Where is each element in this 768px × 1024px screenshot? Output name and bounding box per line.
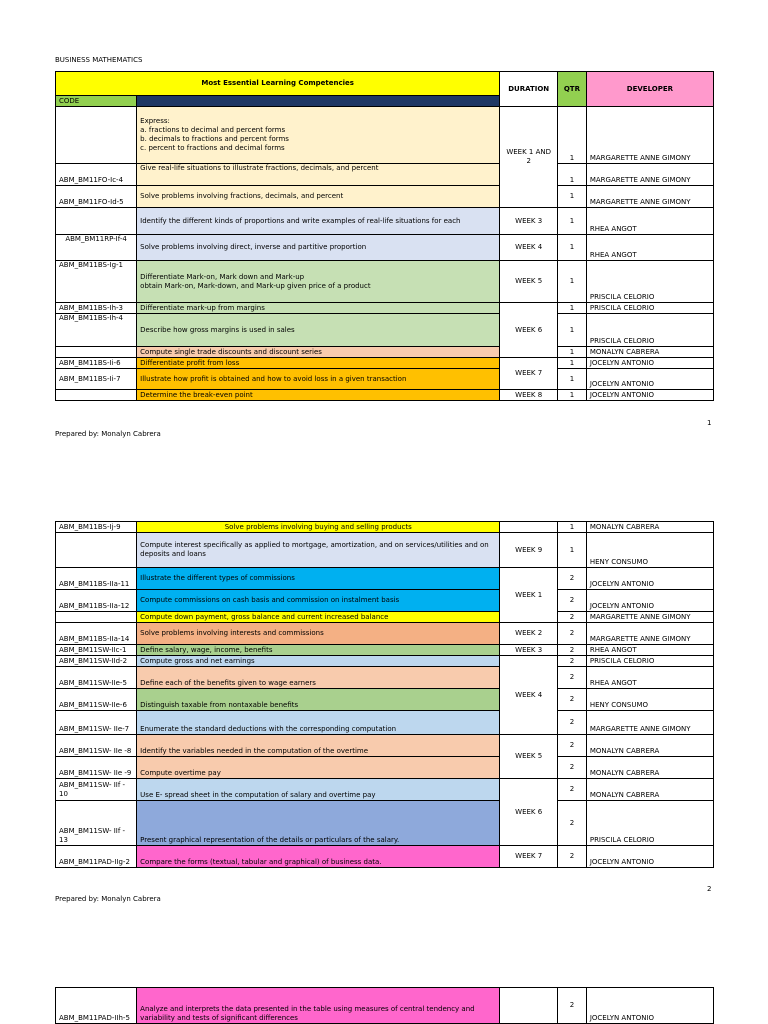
row-qtr: 2 — [558, 656, 587, 667]
row-duration: WEEK 2 — [500, 623, 558, 645]
row-competency: Solve problems involving buying and selling products — [137, 522, 500, 533]
competency-table-page-2 — [55, 521, 714, 868]
row-code: ABM_BM11BS-IIa-11 — [56, 568, 137, 590]
row-competency: Differentiate mark-up from margins — [137, 303, 500, 314]
row-duration: WEEK 9 — [500, 533, 558, 568]
table-row — [56, 235, 714, 261]
prepared-by: Prepared by: Monalyn Cabrera — [55, 430, 161, 438]
row-qtr: 1 — [558, 303, 587, 314]
row-competency: Solve problems involving fractions, decimals, and percent — [137, 186, 500, 208]
row-developer: MONALYN CABRERA — [586, 735, 713, 757]
row-competency: Enumerate the standard deductions with the corresponding computation — [137, 711, 500, 735]
row-qtr: 2 — [558, 689, 587, 711]
row-developer: RHEA ANGOT — [586, 208, 713, 235]
row-developer: MONALYN CABRERA — [586, 779, 713, 801]
row-qtr: 2 — [558, 667, 587, 689]
table-row — [56, 689, 714, 711]
row-competency: Compare the forms (textual, tabular and graphical) of business data. — [137, 846, 500, 868]
row-qtr: 1 — [558, 235, 587, 261]
row-developer: JOCELYN ANTONIO — [586, 846, 713, 868]
table-row — [56, 612, 714, 623]
row-qtr: 2 — [558, 612, 587, 623]
row-developer: PRISCILA CELORIO — [586, 801, 713, 846]
row-code: ABM_BM11BS-Ih-3 — [56, 303, 137, 314]
table-row — [56, 711, 714, 735]
row-developer: JOCELYN ANTONIO — [586, 590, 713, 612]
row-qtr: 2 — [558, 735, 587, 757]
row-developer: RHEA ANGOT — [586, 645, 713, 656]
row-code: ABM_BM11RP-If-4 — [56, 235, 137, 261]
table-row — [56, 645, 714, 656]
row-qtr: 1 — [558, 369, 587, 390]
row-qtr: 1 — [558, 522, 587, 533]
row-code — [56, 390, 137, 401]
competency-table-page-3 — [55, 987, 714, 1024]
document-title: BUSINESS MATHEMATICS — [55, 56, 143, 64]
table-row — [56, 590, 714, 612]
row-code: ABM_BM11BS-IIa-12 — [56, 590, 137, 612]
row-developer: PRISCILA CELORIO — [586, 314, 713, 347]
row-code: ABM_BM11BS-IIa-14 — [56, 623, 137, 645]
table-header-row — [56, 72, 714, 96]
row-qtr: 2 — [558, 711, 587, 735]
row-competency: Compute single trade discounts and discount series — [137, 347, 500, 358]
row-code — [56, 347, 137, 358]
row-code: ABM_BM11SW-IIe-5 — [56, 667, 137, 689]
table-row — [56, 390, 714, 401]
row-duration: WEEK 1 AND 2 — [500, 107, 558, 208]
row-code: ABM_BM11PAD-IIh-5 — [56, 988, 137, 1024]
row-developer: MONALYN CABRERA — [586, 347, 713, 358]
row-developer: RHEA ANGOT — [586, 235, 713, 261]
row-code: ABM_BM11FO-Ic-4 — [56, 164, 137, 186]
table-row — [56, 988, 714, 1024]
row-code — [56, 533, 137, 568]
row-code: ABM_BM11BS-Ii-6 — [56, 358, 137, 369]
table-row — [56, 186, 714, 208]
table-row — [56, 314, 714, 347]
row-developer: PRISCILA CELORIO — [586, 261, 713, 303]
row-code: ABM_BM11SW- IIf - 10 — [56, 779, 137, 801]
row-qtr: 1 — [558, 186, 587, 208]
row-developer: HENY CONSUMO — [586, 533, 713, 568]
row-competency: Illustrate how profit is obtained and how to avoid loss in a given transaction — [137, 369, 500, 390]
row-duration: WEEK 7 — [500, 846, 558, 868]
row-competency: Compute down payment, gross balance and current increased balance — [137, 612, 500, 623]
row-duration: WEEK 3 — [500, 645, 558, 656]
header-qtr: QTR — [558, 72, 587, 107]
table-row — [56, 623, 714, 645]
row-qtr: 1 — [558, 390, 587, 401]
row-code: ABM_BM11BS-Ih-4 — [56, 314, 137, 347]
row-competency: Compute commissions on cash basis and commission on instalment basis — [137, 590, 500, 612]
row-code: ABM_BM11SW-IIe-6 — [56, 689, 137, 711]
row-developer: PRISCILA CELORIO — [586, 656, 713, 667]
row-qtr: 2 — [558, 645, 587, 656]
row-competency: Identify the different kinds of proportions and write examples of real-life situations for each — [137, 208, 500, 235]
row-code: ABM_BM11BS-Ii-7 — [56, 369, 137, 390]
row-developer: MARGARETTE ANNE GIMONY — [586, 107, 713, 164]
table-row — [56, 779, 714, 801]
row-developer: PRISCILA CELORIO — [586, 303, 713, 314]
row-developer: MARGARETTE ANNE GIMONY — [586, 164, 713, 186]
row-code: ABM_BM11BS-Ij-9 — [56, 522, 137, 533]
row-competency: Express: a. fractions to decimal and percent forms b. decimals to fractions and percent forms c. percent to fractions and decimal forms — [137, 107, 500, 164]
prepared-by: Prepared by: Monalyn Cabrera — [55, 895, 161, 903]
row-code: ABM_BM11FO-Id-5 — [56, 186, 137, 208]
row-code: ABM_BM11SW- IIe -8 — [56, 735, 137, 757]
row-developer: HENY CONSUMO — [586, 689, 713, 711]
header-developer: DEVELOPER — [586, 72, 713, 107]
table-row — [56, 846, 714, 868]
row-competency: Use E- spread sheet in the computation of salary and overtime pay — [137, 779, 500, 801]
navy-band — [137, 96, 500, 107]
row-duration: WEEK 5 — [500, 735, 558, 779]
table-row — [56, 735, 714, 757]
row-duration: WEEK 5 — [500, 261, 558, 303]
row-code: ABM_BM11PAD-IIg-2 — [56, 846, 137, 868]
row-duration — [500, 988, 558, 1024]
row-competency: Determine the break-even point — [137, 390, 500, 401]
row-duration: WEEK 6 — [500, 779, 558, 846]
row-developer: MARGARETTE ANNE GIMONY — [586, 612, 713, 623]
table-row — [56, 208, 714, 235]
row-qtr: 2 — [558, 623, 587, 645]
row-duration: WEEK 4 — [500, 656, 558, 735]
row-qtr: 1 — [558, 208, 587, 235]
row-developer: MONALYN CABRERA — [586, 522, 713, 533]
row-developer: JOCELYN ANTONIO — [586, 358, 713, 369]
row-qtr: 2 — [558, 590, 587, 612]
row-developer: MARGARETTE ANNE GIMONY — [586, 711, 713, 735]
row-competency: Define salary, wage, income, benefits — [137, 645, 500, 656]
row-qtr: 1 — [558, 358, 587, 369]
table-row — [56, 261, 714, 303]
row-qtr: 1 — [558, 261, 587, 303]
table-row — [56, 369, 714, 390]
row-duration: WEEK 4 — [500, 235, 558, 261]
row-qtr: 2 — [558, 846, 587, 868]
row-developer: MARGARETTE ANNE GIMONY — [586, 623, 713, 645]
row-code: ABM_BM11SW- IIf - 13 — [56, 801, 137, 846]
row-competency: Describe how gross margins is used in sales — [137, 314, 500, 347]
row-competency: Identify the variables needed in the computation of the overtime — [137, 735, 500, 757]
row-competency: Define each of the benefits given to wage earners — [137, 667, 500, 689]
header-competencies: Most Essential Learning Competencies — [56, 72, 500, 96]
row-duration: WEEK 6 — [500, 303, 558, 358]
table-row — [56, 164, 714, 186]
table-row — [56, 757, 714, 779]
header-duration: DURATION — [500, 72, 558, 107]
row-qtr: 2 — [558, 779, 587, 801]
page-number: 2 — [707, 885, 712, 893]
row-duration: WEEK 8 — [500, 390, 558, 401]
page-number: 1 — [707, 419, 712, 427]
row-code: ABM_BM11SW-IIc-1 — [56, 645, 137, 656]
table-row — [56, 656, 714, 667]
row-competency: Differentiate profit from loss — [137, 358, 500, 369]
header-code: CODE — [56, 96, 137, 107]
row-qtr: 2 — [558, 988, 587, 1024]
row-qtr: 2 — [558, 568, 587, 590]
row-competency: Compute gross and net earnings — [137, 656, 500, 667]
row-competency: Distinguish taxable from nontaxable benefits — [137, 689, 500, 711]
row-developer: JOCELYN ANTONIO — [586, 988, 713, 1024]
row-duration — [500, 522, 558, 533]
row-developer: MARGARETTE ANNE GIMONY — [586, 186, 713, 208]
table-row — [56, 107, 714, 164]
table-row — [56, 533, 714, 568]
table-row — [56, 522, 714, 533]
row-code: ABM_BM11SW- IIe-7 — [56, 711, 137, 735]
row-duration: WEEK 1 — [500, 568, 558, 623]
row-qtr: 1 — [558, 314, 587, 347]
competency-table-page-1 — [55, 71, 714, 401]
row-code — [56, 612, 137, 623]
row-qtr: 1 — [558, 347, 587, 358]
row-code — [56, 208, 137, 235]
table-row — [56, 568, 714, 590]
table-row — [56, 358, 714, 369]
row-code: ABM_BM11SW-IId-2 — [56, 656, 137, 667]
row-developer: RHEA ANGOT — [586, 667, 713, 689]
row-competency: Present graphical representation of the details or particulars of the salary. — [137, 801, 500, 846]
table-row — [56, 347, 714, 358]
row-competency: Differentiate Mark-on, Mark down and Mark-up obtain Mark-on, Mark-down, and Mark-up given price of a product — [137, 261, 500, 303]
row-qtr: 1 — [558, 107, 587, 164]
row-developer: MONALYN CABRERA — [586, 757, 713, 779]
table-row — [56, 303, 714, 314]
row-competency: Illustrate the different types of commissions — [137, 568, 500, 590]
row-qtr: 1 — [558, 164, 587, 186]
row-competency: Compute overtime pay — [137, 757, 500, 779]
table-row — [56, 667, 714, 689]
row-competency: Give real-life situations to illustrate fractions, decimals, and percent — [137, 164, 500, 186]
row-duration: WEEK 7 — [500, 358, 558, 390]
row-qtr: 2 — [558, 801, 587, 846]
row-code — [56, 107, 137, 164]
row-duration: WEEK 3 — [500, 208, 558, 235]
row-qtr: 1 — [558, 533, 587, 568]
row-competency: Analyze and interprets the data presented in the table using measures of central tendency and variability and tests of significant differences — [137, 988, 500, 1024]
table-row — [56, 801, 714, 846]
row-developer: JOCELYN ANTONIO — [586, 369, 713, 390]
row-competency: Solve problems involving interests and commissions — [137, 623, 500, 645]
row-developer: JOCELYN ANTONIO — [586, 390, 713, 401]
row-code: ABM_BM11SW- IIe -9 — [56, 757, 137, 779]
row-developer: JOCELYN ANTONIO — [586, 568, 713, 590]
row-code: ABM_BM11BS-Ig-1 — [56, 261, 137, 303]
row-competency: Solve problems involving direct, inverse and partitive proportion — [137, 235, 500, 261]
row-qtr: 2 — [558, 757, 587, 779]
row-competency: Compute interest specifically as applied to mortgage, amortization, and on services/utilities and on deposits and loans — [137, 533, 500, 568]
